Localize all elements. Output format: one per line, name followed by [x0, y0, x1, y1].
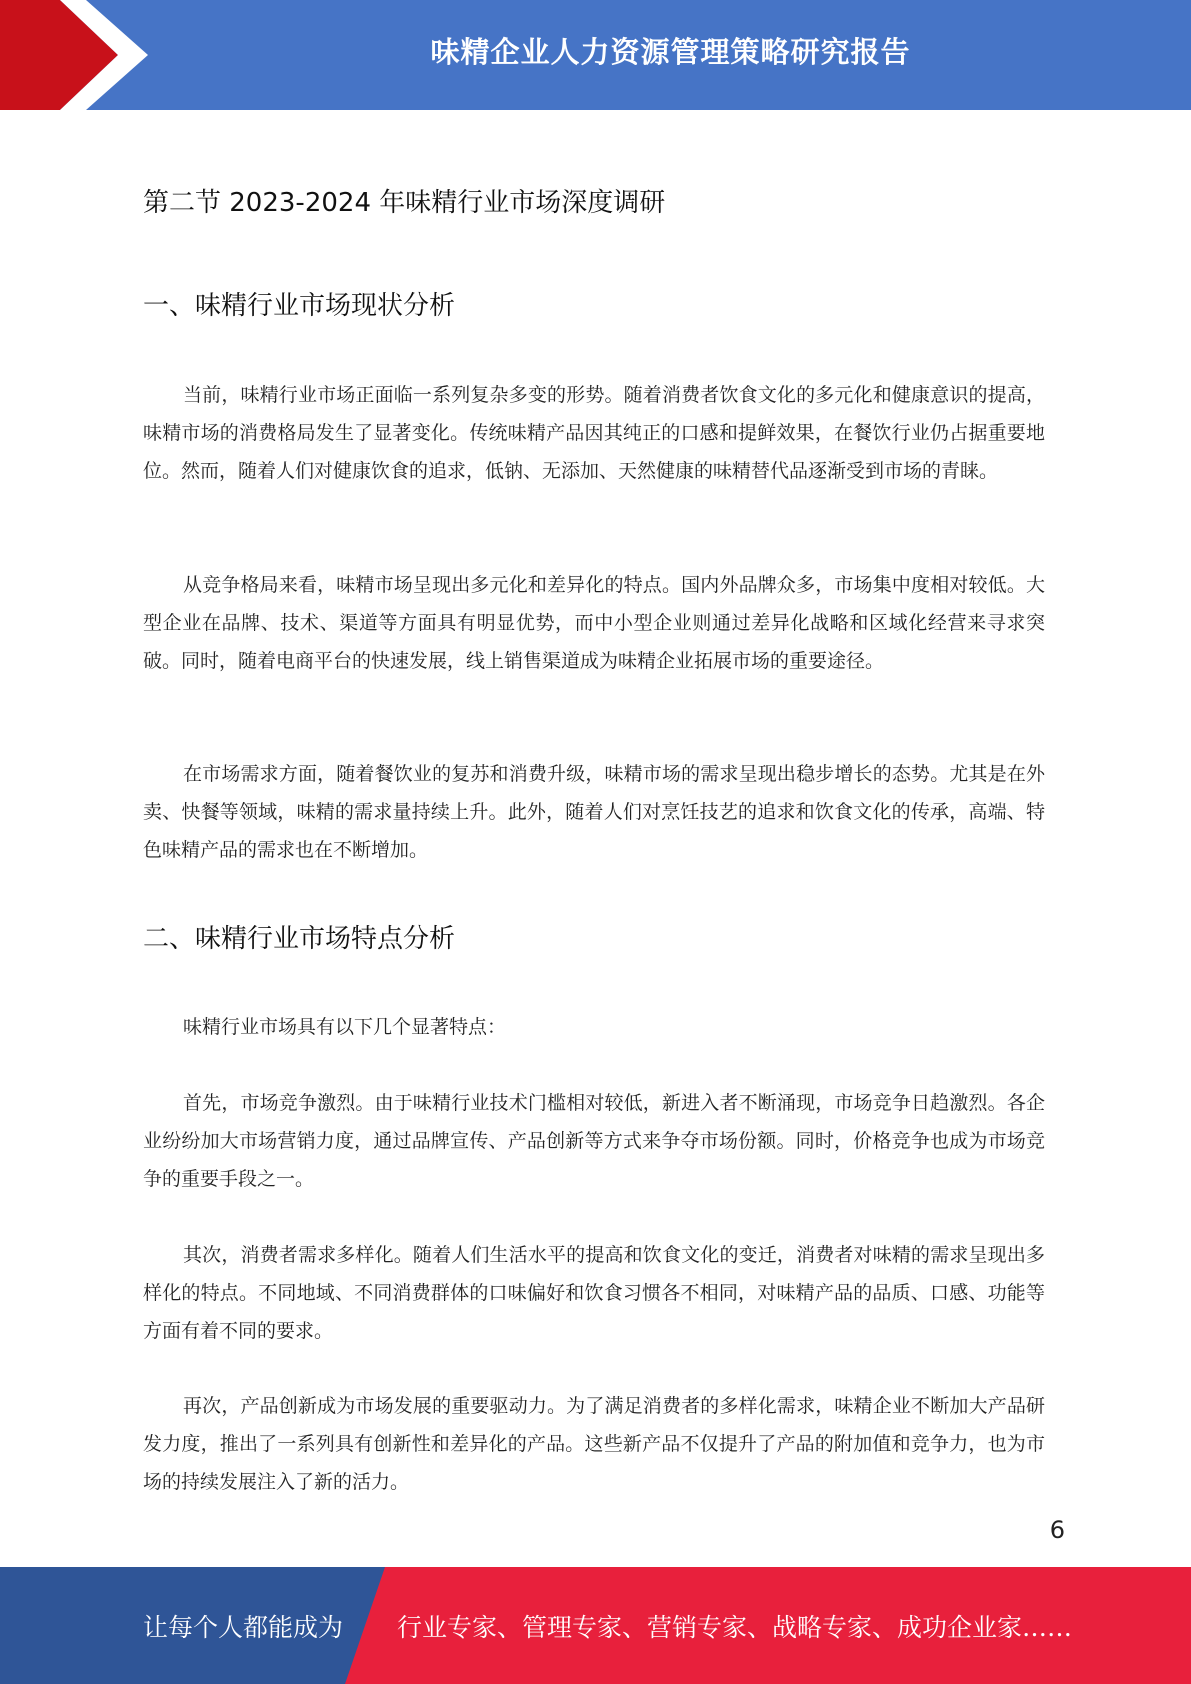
header-bar [0, 0, 1191, 110]
section-heading: 第二节 2023-2024 年味精行业市场深度调研 [143, 188, 666, 218]
report-title: 味精企业人力资源管理策略研究报告 [430, 34, 911, 69]
footer-banner [0, 1567, 1191, 1684]
page-number: 6 [1049, 1516, 1065, 1544]
part1-paragraph-2: 从竞争格局来看，味精市场呈现出多元化和差异化的特点。国内外品牌众多，市场集中度相对较低。大型企业在品牌、技术、渠道等方面具有明显优势，而中小型企业则通过差异化战略和区域化经营来寻求突破。同时，随着电商平台的快速发展，线上销售渠道成为味精企业拓展市场的重要途径。 [143, 574, 1045, 672]
part2-paragraph-2: 首先，市场竞争激烈。由于味精行业技术门槛相对较低，新进入者不断涌现，市场竞争日趋激烈。各企业纷纷加大市场营销力度，通过品牌宣传、产品创新等方式来争夺市场份额。同时，价格竞争也成为市场竞争的重要手段之一。 [143, 1092, 1045, 1190]
part1-heading: 一、味精行业市场现状分析 [143, 291, 456, 321]
part2-heading: 二、味精行业市场特点分析 [143, 924, 456, 954]
footer-slogan-left: 让每个人都能成为 [143, 1612, 344, 1642]
part2-paragraph-1: 味精行业市场具有以下几个显著特点： [183, 1016, 507, 1038]
header-arrow-decoration [0, 0, 160, 110]
footer-slogan-right: 行业专家、管理专家、营销专家、战略专家、成功企业家…… [397, 1612, 1073, 1642]
part2-paragraph-4: 再次，产品创新成为市场发展的重要驱动力。为了满足消费者的多样化需求，味精企业不断加大产品研发力度，推出了一系列具有创新性和差异化的产品。这些新产品不仅提升了产品的附加值和竞争力，也为市场的持续发展注入了新的活力。 [143, 1395, 1045, 1493]
part1-paragraph-3: 在市场需求方面，随着餐饮业的复苏和消费升级，味精市场的需求呈现出稳步增长的态势。尤其是在外卖、快餐等领域，味精的需求量持续上升。此外，随着人们对烹饪技艺的追求和饮食文化的传承，高端、特色味精产品的需求也在不断增加。 [143, 763, 1045, 861]
part1-paragraph-1: 当前，味精行业市场正面临一系列复杂多变的形势。随着消费者饮食文化的多元化和健康意识的提高，味精市场的消费格局发生了显著变化。传统味精产品因其纯正的口感和提鲜效果，在餐饮行业仍占据重要地位。然而，随着人们对健康饮食的追求，低钠、无添加、天然健康的味精替代品逐渐受到市场的青睐。 [143, 384, 1045, 482]
part2-paragraph-3: 其次，消费者需求多样化。随着人们生活水平的提高和饮食文化的变迁，消费者对味精的需求呈现出多样化的特点。不同地域、不同消费群体的口味偏好和饮食习惯各不相同，对味精产品的品质、口感、功能等方面有着不同的要求。 [143, 1244, 1045, 1342]
